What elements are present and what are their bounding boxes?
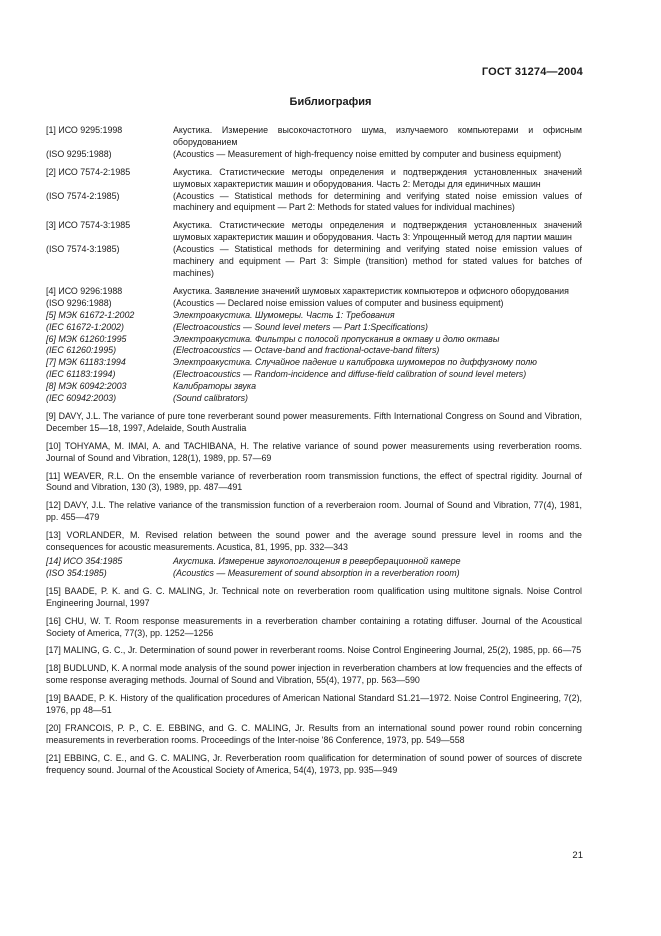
reference-code: [5] МЭК 61672-1:2002 (46, 309, 135, 320)
reference-title: Электроакустика. Шумомеры. Часть 1: Требования (173, 309, 395, 320)
reference-title: (Acoustics — Measurement of high-frequency noise emitted by computer and business equipment) (173, 148, 562, 159)
reference-code: (IEC 61672-1:2002) (46, 321, 124, 332)
reference-row (46, 322, 582, 334)
literature-references-a (46, 411, 582, 554)
reference-title: (Acoustics — Statistical methods for determining and verifying stated noise emission values of machinery and equipment — Part 2: Methods for stated values for individual machines) (173, 190, 582, 213)
reference-code: [4] ИСО 9296:1988 (46, 285, 123, 296)
literature-references-b (46, 586, 582, 777)
reference-title: Электроакустика. Фильтры с полосой пропускания в октаву и долю октавы (173, 333, 500, 344)
reference-title: Электроакустика. Случайное падение и калибровка шумомеров по диффузному полю (173, 357, 537, 368)
reference-row (46, 568, 582, 580)
reference-code: (IEC 61183:1994) (46, 369, 116, 380)
reference-entry: [20] FRANCOIS, P. P., C. E. EBBING, and G. C. MALING, Jr. Results from an international sound power round robin concerning measurements in reverberation rooms. Proceedings of the Inter-noise '86 Conference, 1973, pp. 549—558 (46, 722, 582, 745)
reference-title: Акустика. Статистические методы определения и подтверждения установленных значений шумовых характеристик машин и оборудования. Часть 3: Упрощенный метод для партии машин (173, 220, 582, 243)
reference-row (46, 369, 582, 381)
bibliography-list (46, 125, 582, 777)
reference-entry: [9] DAVY, J.L. The variance of pure tone reverberant sound power measurements. Fifth International Congress on Sound and Vibration, December 15—18, 1997, Adelaide, South Australia (46, 410, 582, 433)
reference-title: (Electroacoustics — Random-incidence and diffuse-field calibration of sound level meters) (173, 369, 527, 380)
reference-row (46, 357, 582, 369)
reference-entry: [11] WEAVER, R.L. On the ensemble variance of reverberation room transmission functions, the effect of spectral rigidity. Journal of Sound and Vibration, 130 (3), 1989, pp. 487—491 (46, 470, 582, 493)
reference-entry: [10] TOHYAMA, M. IMAI, A. and TACHIBANA, H. The relative variance of sound power measurements using reverberation rooms. Journal of Sound and Vibration, 128(1), 1989, pp. 57—69 (46, 440, 582, 463)
reference-entry: [15] BAADE, P. K. and G. C. MALING, Jr. Technical note on reverberation room qualification using multitone signals. Noise Control Engineering Journal, 1997 (46, 585, 582, 608)
reference-code: [14] ИСО 354:1985 (46, 556, 123, 566)
reference-code: [7] МЭК 61183:1994 (46, 357, 126, 368)
reference-code: (ISO 9295:1988) (46, 148, 112, 159)
reference-entry: [16] CHU, W. T. Room response measurements in a reverberation chamber containing a rotating diffuser. Journal of the Acoustical Society of America, 77(3), pp. 1252—1256 (46, 615, 582, 638)
reference-row (46, 393, 582, 405)
reference-entry: [13] VORLANDER, M. Revised relation between the sound power and the average sound pressure level in rooms and the consequences for acoustic measurements. Acustica, 81, 1995, pp. 332—343 (46, 530, 582, 553)
reference-row (46, 334, 582, 346)
reference-code: (IEC 60942:2003) (46, 393, 117, 404)
reference-title: (Sound calibrators) (173, 393, 248, 404)
reference-row (46, 244, 582, 280)
reference-row (46, 149, 582, 161)
iso-354-reference (46, 556, 582, 580)
reference-title: (Electroacoustics — Octave-band and fractional-octave-band filters) (173, 345, 440, 356)
reference-title: (Acoustics — Declared noise emission values of computer and business equipment) (173, 297, 504, 308)
reference-code: [1] ИСО 9295:1998 (46, 125, 123, 135)
standards-groups (46, 125, 582, 405)
reference-title: Акустика. Измерение звукопоглощения в реверберационной камере (173, 556, 461, 566)
reference-code: (ISO 7574-3:1985) (46, 244, 120, 255)
reference-row (46, 286, 582, 298)
reference-title: (Acoustics — Measurement of sound absorption in a reverberation room) (173, 567, 460, 578)
standard-code-header: ГОСТ 31274—2004 (481, 66, 583, 78)
reference-row (46, 167, 582, 191)
reference-title: Калибраторы звука (173, 381, 257, 392)
page-number: 21 (572, 850, 583, 861)
reference-row (46, 191, 582, 215)
reference-entry: [18] BUDLUND, K. A normal mode analysis of the sound power injection in reverberation chambers at low frequencies and the effects of some response averaging methods. Journal of Sound and Vibration, 55(4), 1977, pp. 563—590 (46, 663, 582, 686)
reference-title: Акустика. Измерение высокочастотного шума, излучаемого компьютерами и офисным оборудованием (173, 125, 582, 147)
reference-code: (IEC 61260:1995) (46, 345, 117, 356)
reference-entry: [17] MALING, G. C., Jr. Determination of sound power in reverberant rooms. Noise Control Engineering Journal, 25(2), 1985, pp. 66—75 (46, 645, 582, 656)
reference-code: [6] МЭК 61260:1995 (46, 333, 127, 344)
reference-row (46, 381, 582, 393)
reference-entry: [12] DAVY, J.L. The relative variance of the transmission function of a reverberaion room. Journal of Sound and Vibration, 77(4), 1981, pp. 455—479 (46, 500, 582, 523)
reference-row (46, 125, 582, 149)
reference-title: (Acoustics — Statistical methods for determining and verifying stated noise emission values of machinery and equipment — Part 3: Simple (transition) method for stated values for batches of machines) (173, 244, 582, 278)
reference-code: (ISO 354:1985) (46, 567, 107, 578)
reference-entry: [19] BAADE, P. K. History of the qualification procedures of American National Standard S1.21—1972. Noise Control Engineering, 7(2), 1976, pp 48—51 (46, 693, 582, 716)
reference-row (46, 556, 582, 568)
reference-row (46, 310, 582, 322)
page-title: Библиография (289, 96, 372, 108)
reference-entry: [21] EBBING, C. E., and G. C. MALING, Jr. Reverberation room qualification for determination of sound power of sources of discrete frequency sound. Journal of the Acoustical Society of America, 54(4), 1973, pp. 935—949 (46, 752, 582, 775)
reference-code: [3] ИСО 7574-3:1985 (46, 220, 131, 231)
reference-title: Акустика. Статистические методы определения и подтверждения установленных значений шумовых характеристик машин и оборудования. Часть 2: Методы для единичных машин (173, 166, 582, 189)
reference-code: (ISO 9296:1988) (46, 297, 112, 308)
reference-title: Акустика. Заявление значений шумовых характеристик компьютеров и офисного оборудования (173, 285, 569, 296)
reference-title: (Electroacoustics — Sound level meters — Part 1:Specifications) (173, 321, 429, 332)
reference-code: [8] МЭК 60942:2003 (46, 381, 127, 392)
reference-row (46, 298, 582, 310)
reference-code: [2] ИСО 7574-2:1985 (46, 166, 131, 177)
reference-row (46, 345, 582, 357)
reference-code: (ISO 7574-2:1985) (46, 190, 120, 201)
reference-row (46, 220, 582, 244)
